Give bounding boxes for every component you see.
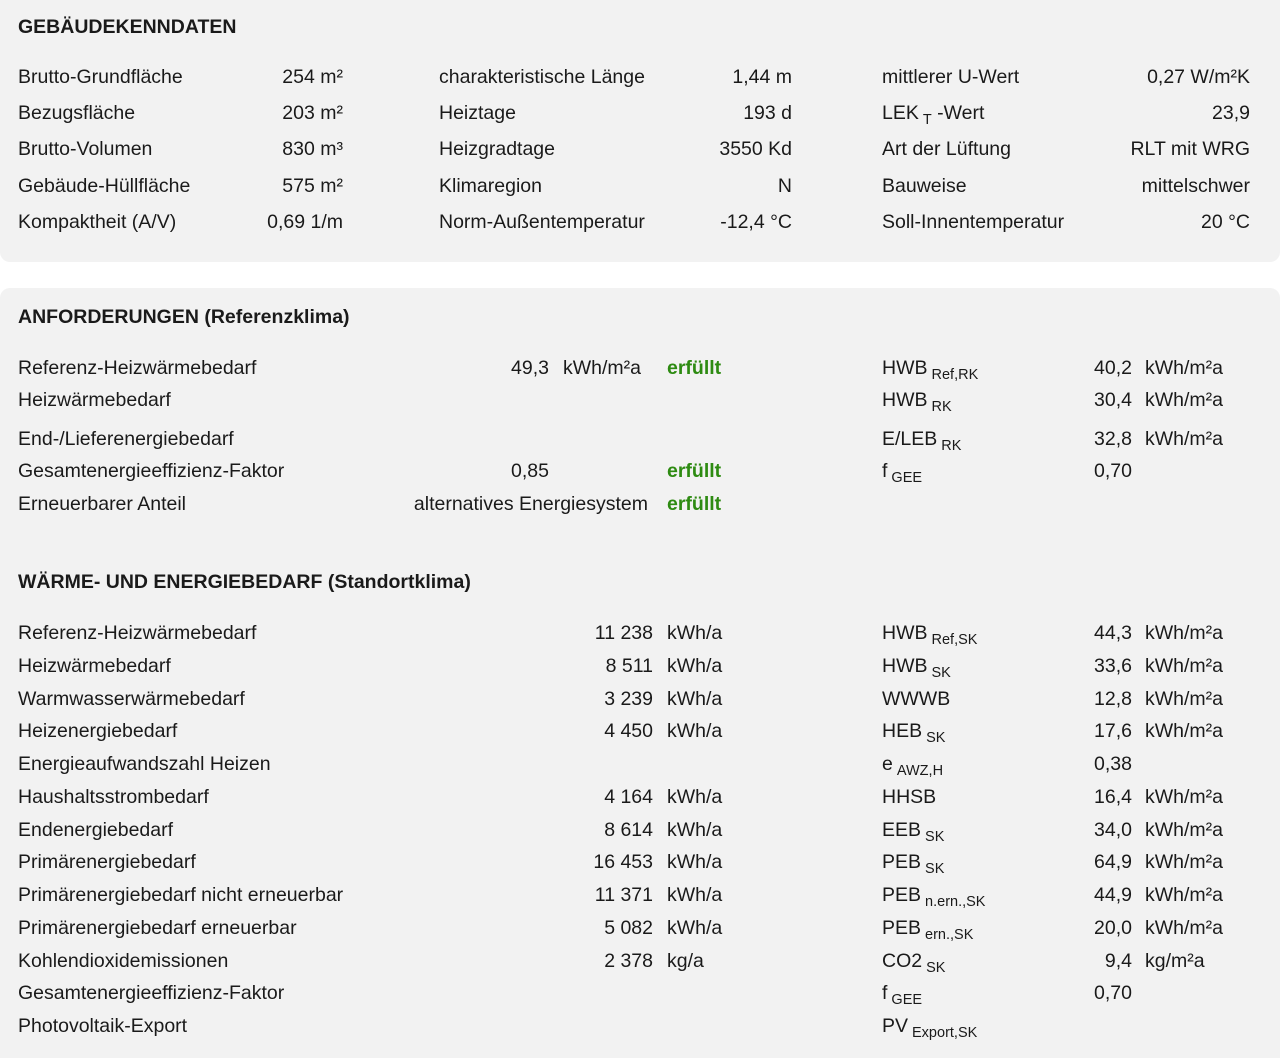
- building-label: Kompaktheit (A/V): [18, 211, 177, 233]
- demand-value: 5 082: [604, 916, 653, 939]
- demand-value: 4 164: [604, 785, 653, 808]
- symbol-subscript: RK: [941, 438, 962, 454]
- symbol-label: [882, 949, 945, 975]
- building-value: 0,69 1/m: [267, 211, 343, 233]
- demand-value: 8 511: [605, 654, 653, 677]
- demand-label: Primärenergiebedarf: [18, 851, 196, 874]
- building-label: Art der Lüftung: [882, 138, 1011, 160]
- symbol-main: PEB: [882, 851, 922, 874]
- requirement-value: 49,3: [511, 357, 549, 379]
- symbol-subscript: Ref,SK: [931, 632, 978, 648]
- symbol-suffix: -Wert: [931, 102, 985, 124]
- symbol-main: LEK: [882, 102, 919, 124]
- symbol-main: HEB: [882, 720, 923, 743]
- symbol-main: PEB: [882, 916, 922, 939]
- symbol-main: HWB: [882, 622, 928, 644]
- requirement-value: alternatives Energiesystem: [413, 493, 648, 515]
- requirement-label: Erneuerbarer Anteil: [18, 493, 187, 515]
- demand-unit: kg/a: [667, 949, 704, 972]
- demand-label: Photovoltaik-Export: [18, 1015, 188, 1037]
- building-value: 203 m²: [282, 102, 343, 124]
- building-label: Norm-Außentemperatur: [439, 211, 645, 233]
- building-label: Heizgradtage: [439, 138, 555, 160]
- demand-unit: kWh/a: [667, 818, 723, 841]
- building-value: 23,9: [1212, 102, 1250, 124]
- demand-label: Heizwärmebedarf: [18, 654, 171, 677]
- symbol-main: f: [882, 982, 888, 1005]
- demand-label: Referenz-Heizwärmebedarf: [18, 622, 257, 644]
- symbol-subscript: GEE: [891, 992, 923, 1009]
- symbol-main: E/LEB: [882, 428, 938, 450]
- requirement-unit: kWh/m²a: [563, 357, 641, 379]
- specific-value: 17,6: [1094, 720, 1132, 743]
- specific-value: 12,8: [1094, 687, 1132, 710]
- building-label: Klimaregion: [439, 175, 542, 197]
- requirement-status: erfüllt: [667, 460, 722, 482]
- symbol-label: [882, 719, 945, 745]
- building-label: Gebäude-Hüllfläche: [18, 175, 191, 197]
- symbol-subscript: T: [922, 112, 932, 128]
- demand-value: 8 614: [604, 818, 653, 841]
- symbol-label: [882, 356, 978, 382]
- specific-value: 32,8: [1094, 428, 1132, 450]
- specific-unit: kWh/m²a: [1145, 720, 1223, 743]
- demand-unit: kWh/a: [667, 720, 723, 743]
- symbol-subscript: SK: [926, 959, 946, 976]
- requirements-heading: ANFORDERUNGEN (Referenzklima): [18, 306, 350, 328]
- building-label: Bauweise: [882, 175, 967, 197]
- specific-unit: kWh/m²a: [1145, 654, 1223, 677]
- demand-value: 16 453: [593, 851, 653, 874]
- specific-unit: kWh/m²a: [1145, 851, 1223, 874]
- building-value: RLT mit WRG: [1130, 138, 1250, 160]
- specific-value: 30,4: [1094, 389, 1132, 411]
- specific-unit: kWh/m²a: [1145, 785, 1223, 808]
- demand-value: 11 238: [594, 622, 653, 644]
- demand-unit: kWh/a: [667, 785, 723, 808]
- building-label: Brutto-Volumen: [18, 138, 153, 160]
- specific-value: 44,9: [1094, 884, 1132, 906]
- symbol-label: [882, 621, 977, 647]
- symbol-main: PV: [882, 1015, 909, 1037]
- specific-value: 9,4: [1104, 949, 1132, 972]
- building-heading: GEBÄUDEKENNDATEN: [18, 16, 237, 38]
- demand-label: Energieaufwandszahl Heizen: [18, 753, 271, 775]
- specific-value: 16,4: [1094, 785, 1132, 808]
- building-value: 0,27 W/m²K: [1147, 66, 1250, 88]
- demand-label: Primärenergiebedarf erneuerbar: [18, 916, 297, 939]
- symbol-label: [882, 850, 944, 876]
- symbol-subscript: SK: [931, 664, 951, 681]
- symbol-label: [882, 818, 944, 844]
- requirement-label: Referenz-Heizwärmebedarf: [18, 357, 257, 379]
- requirement-value: 0,85: [511, 460, 549, 482]
- building-value: 20 °C: [1201, 211, 1250, 233]
- building-value: -12,4 °C: [720, 211, 792, 233]
- demand-label: Primärenergiebedarf nicht erneuerbar: [18, 884, 344, 906]
- demand-unit: kWh/a: [667, 687, 723, 710]
- symbol-subscript: Export,SK: [912, 1025, 978, 1041]
- specific-value: 20,0: [1094, 916, 1132, 939]
- symbol-label: [882, 752, 943, 778]
- building-value: 830 m³: [282, 138, 343, 160]
- symbol-main: HWB: [882, 654, 928, 677]
- symbol-main: EEB: [882, 818, 922, 841]
- symbol-subscript: ern.,SK: [925, 926, 974, 943]
- specific-unit: kWh/m²a: [1145, 622, 1223, 644]
- building-value: 575 m²: [282, 175, 343, 197]
- symbol-subscript: SK: [925, 861, 945, 878]
- specific-value: 44,3: [1094, 622, 1132, 644]
- specific-value: 33,6: [1094, 654, 1132, 677]
- building-label: Brutto-Grundfläche: [18, 66, 183, 88]
- building-label: Soll-Innentemperatur: [882, 211, 1065, 233]
- building-label: Heiztage: [439, 102, 516, 124]
- building-value: 193 d: [743, 102, 792, 124]
- symbol-main: f: [882, 460, 888, 482]
- demand-value: 11 371: [594, 884, 653, 906]
- specific-value: 0,38: [1094, 753, 1132, 775]
- specific-value: 34,0: [1094, 818, 1132, 841]
- demand-label: Heizenergiebedarf: [18, 720, 178, 743]
- demand-unit: kWh/a: [667, 851, 723, 874]
- demand-value: 4 450: [604, 720, 653, 743]
- symbol-main: PEB: [882, 884, 922, 906]
- symbol-label: [882, 388, 952, 414]
- requirement-label: Heizwärmebedarf: [18, 389, 171, 411]
- symbol-subscript: n.ern.,SK: [925, 894, 986, 910]
- symbol-subscript: SK: [926, 730, 946, 747]
- symbol-subscript: GEE: [891, 470, 923, 486]
- demand-unit: kWh/a: [667, 622, 723, 644]
- building-value: mittelschwer: [1141, 175, 1250, 197]
- specific-value: 0,70: [1094, 460, 1132, 482]
- demand-label: Endenergiebedarf: [18, 818, 174, 841]
- requirement-status: erfüllt: [667, 357, 722, 379]
- symbol-subscript: RK: [931, 399, 952, 415]
- building-value: 3550 Kd: [719, 138, 792, 160]
- requirement-label: Gesamtenergieeffizienz-Faktor: [18, 460, 285, 482]
- symbol-label: [882, 459, 922, 485]
- requirement-status: erfüllt: [667, 493, 722, 515]
- symbol-subscript: SK: [925, 828, 945, 845]
- symbol-label: [882, 427, 961, 453]
- building-value: 254 m²: [282, 66, 343, 88]
- symbol-label: [882, 883, 985, 909]
- demand-unit: kWh/a: [667, 916, 723, 939]
- symbol-subscript: AWZ,H: [896, 763, 944, 779]
- symbol-main: HWB: [882, 357, 928, 379]
- demand-value: 2 378: [604, 949, 653, 972]
- building-value: N: [777, 175, 792, 197]
- symbol-main: HWB: [882, 389, 928, 411]
- building-label: mittlerer U-Wert: [882, 66, 1020, 88]
- demand-label: Warmwasserwärmebedarf: [18, 687, 245, 710]
- symbol-label: [882, 654, 951, 680]
- building-label: charakteristische Länge: [439, 66, 645, 88]
- specific-unit: kWh/m²a: [1145, 428, 1223, 450]
- symbol-main: CO2: [882, 949, 923, 972]
- symbol-main: e: [882, 753, 893, 775]
- demand-heading: WÄRME- UND ENERGIEBEDARF (Standortklima): [18, 571, 471, 593]
- demand-value: 3 239: [604, 687, 653, 710]
- specific-unit: kWh/m²a: [1145, 357, 1223, 379]
- symbol-label: [882, 101, 984, 127]
- demand-label: Kohlendioxidemissionen: [18, 949, 229, 972]
- specific-value: 40,2: [1094, 357, 1132, 379]
- specific-unit: kg/m²a: [1145, 949, 1205, 972]
- demand-unit: kWh/a: [667, 884, 723, 906]
- symbol-label: [882, 1014, 977, 1040]
- specific-unit: kWh/m²a: [1145, 916, 1223, 939]
- specific-unit: kWh/m²a: [1145, 389, 1223, 411]
- specific-value: 0,70: [1094, 982, 1132, 1005]
- demand-unit: kWh/a: [667, 654, 723, 677]
- building-label: Bezugsfläche: [18, 102, 136, 124]
- requirement-label: End-/Lieferenergiebedarf: [18, 428, 234, 450]
- symbol-subscript: Ref,RK: [931, 367, 979, 383]
- specific-unit: kWh/m²a: [1145, 884, 1223, 906]
- specific-unit: kWh/m²a: [1145, 818, 1223, 841]
- symbol-label: [882, 981, 922, 1007]
- symbol-label: HHSB: [882, 785, 937, 808]
- demand-label: Gesamtenergieeffizienz-Faktor: [18, 982, 285, 1005]
- symbol-label: [882, 916, 973, 942]
- demand-label: Haushaltsstrombedarf: [18, 785, 209, 808]
- specific-value: 64,9: [1094, 851, 1132, 874]
- specific-unit: kWh/m²a: [1145, 687, 1223, 710]
- building-value: 1,44 m: [732, 66, 792, 88]
- symbol-label: WWWB: [882, 687, 951, 710]
